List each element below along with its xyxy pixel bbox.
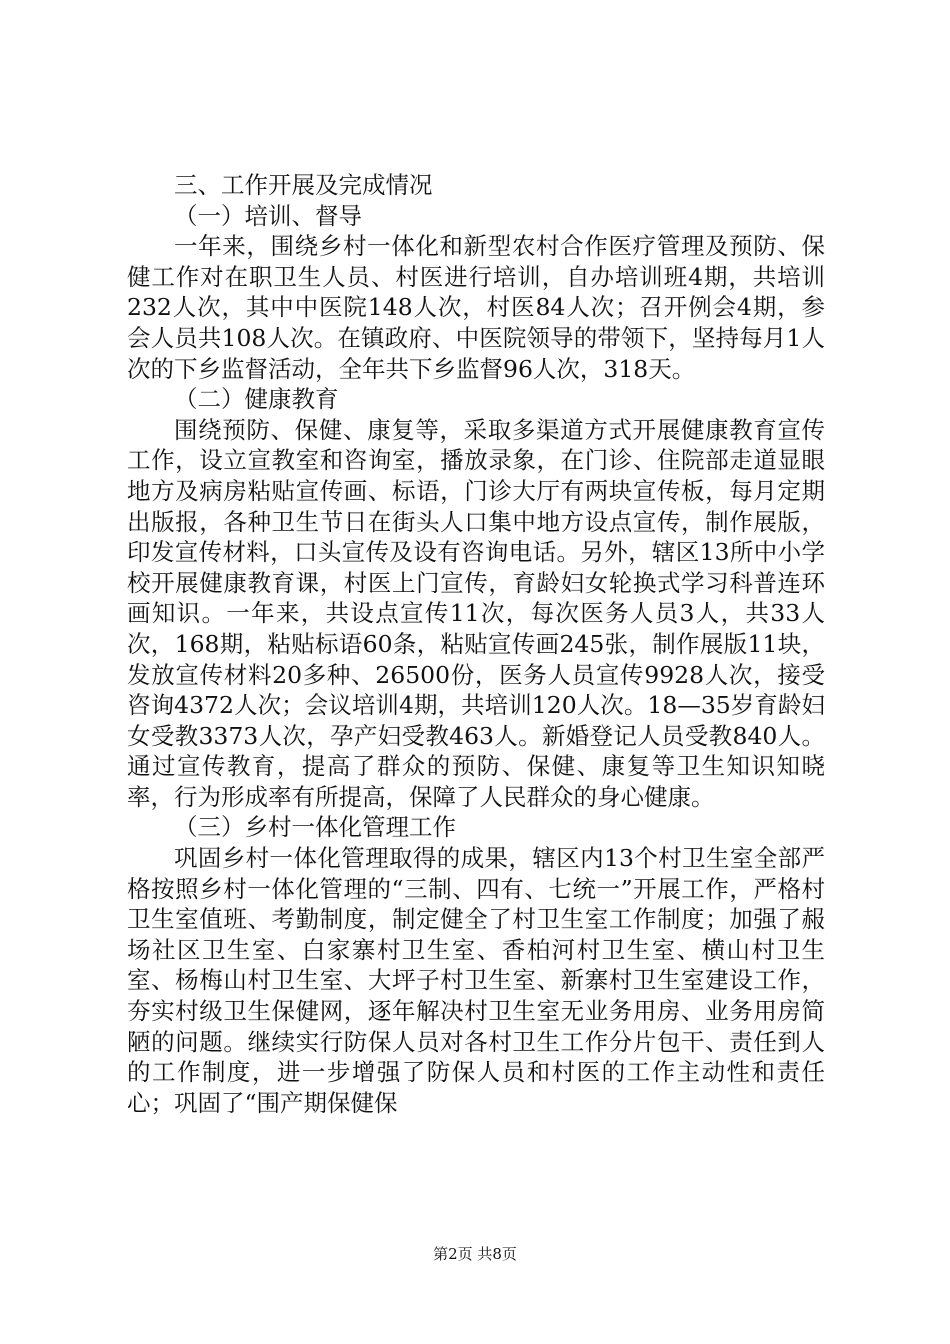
paragraph-health-education: 围绕预防、保健、康复等，采取多渠道方式开展健康教育宣传工作，设立宣教室和咨询室，播放录象，在门诊、住院部走道显眼地方及病房粘贴宣传画、标语，门诊大厅有两块宣传板，每月定期出版报，各种卫生节日在街头人口集中地方设点宣传，制作展版，印发宣传材料，口头宣传及设有咨询电话。另外，辖区13所中小学校开展健康教育课，村医上门宣传，育龄妇女轮换式学习科普连环画知识。一年来，共设点宣传11次，每次医务人员3人，共33人次，168期，粘贴标语60条，粘贴宣传画245张，制作展版11块，发放宣传材料20多种、26500份，医务人员宣传9928人次，接受咨询4372人次；会议培训4期，共培训120人次。18—35岁育龄妇女受教3373人次，孕产妇受教463人。新婚登记人员受教840人。通过宣传教育，提高了群众的预防、保健、康复等卫生知识知晓率，行为形成率有所提高，保障了人民群众的身心健康。 (127, 415, 825, 811)
subsection-title-training: （一）培训、督导 (174, 201, 362, 230)
subsection-title-health-education: （二）健康教育 (174, 385, 339, 414)
paragraph-village-management: 巩固乡村一体化管理取得的成果，辖区内13个村卫生室全部严格按照乡村一体化管理的“三制、四有、七统一”开展工作，严格村卫生室值班、考勤制度，制定健全了村卫生室工作制度；加强了赧场社区卫生室、白家寨村卫生室、香柏河村卫生室、横山村卫生室、杨梅山村卫生室、大坪子村卫生室、新寨村卫生室建设工作，夯实村级卫生保健网，逐年解决村卫生室无业务用房、业务用房简陋的问题。继续实行防保人员对各村卫生工作分片包干、责任到人的工作制度，进一步增强了防保人员和村医的工作主动性和责任心；巩固了“围产期保健保 (127, 844, 825, 1117)
page-number-label: 第2页 共8页 (433, 1245, 517, 1263)
subsection-title-village-management: （三）乡村一体化管理工作 (174, 813, 456, 842)
document-body (127, 170, 825, 1118)
paragraph-training: 一年来，围绕乡村一体化和新型农村合作医疗管理及预防、保健工作对在职卫生人员、村医进行培训，自办培训班4期，共培训232人次，其中中医院148人次，村医84人次；召开例会4期，参会人员共108人次。在镇政府、中医院领导的带领下，坚持每月1人次的下乡监督活动，全年共下乡监督96人次，318天。 (127, 232, 825, 383)
page-footer (0, 1244, 950, 1264)
section-title: 三、工作开展及完成情况 (174, 171, 433, 199)
